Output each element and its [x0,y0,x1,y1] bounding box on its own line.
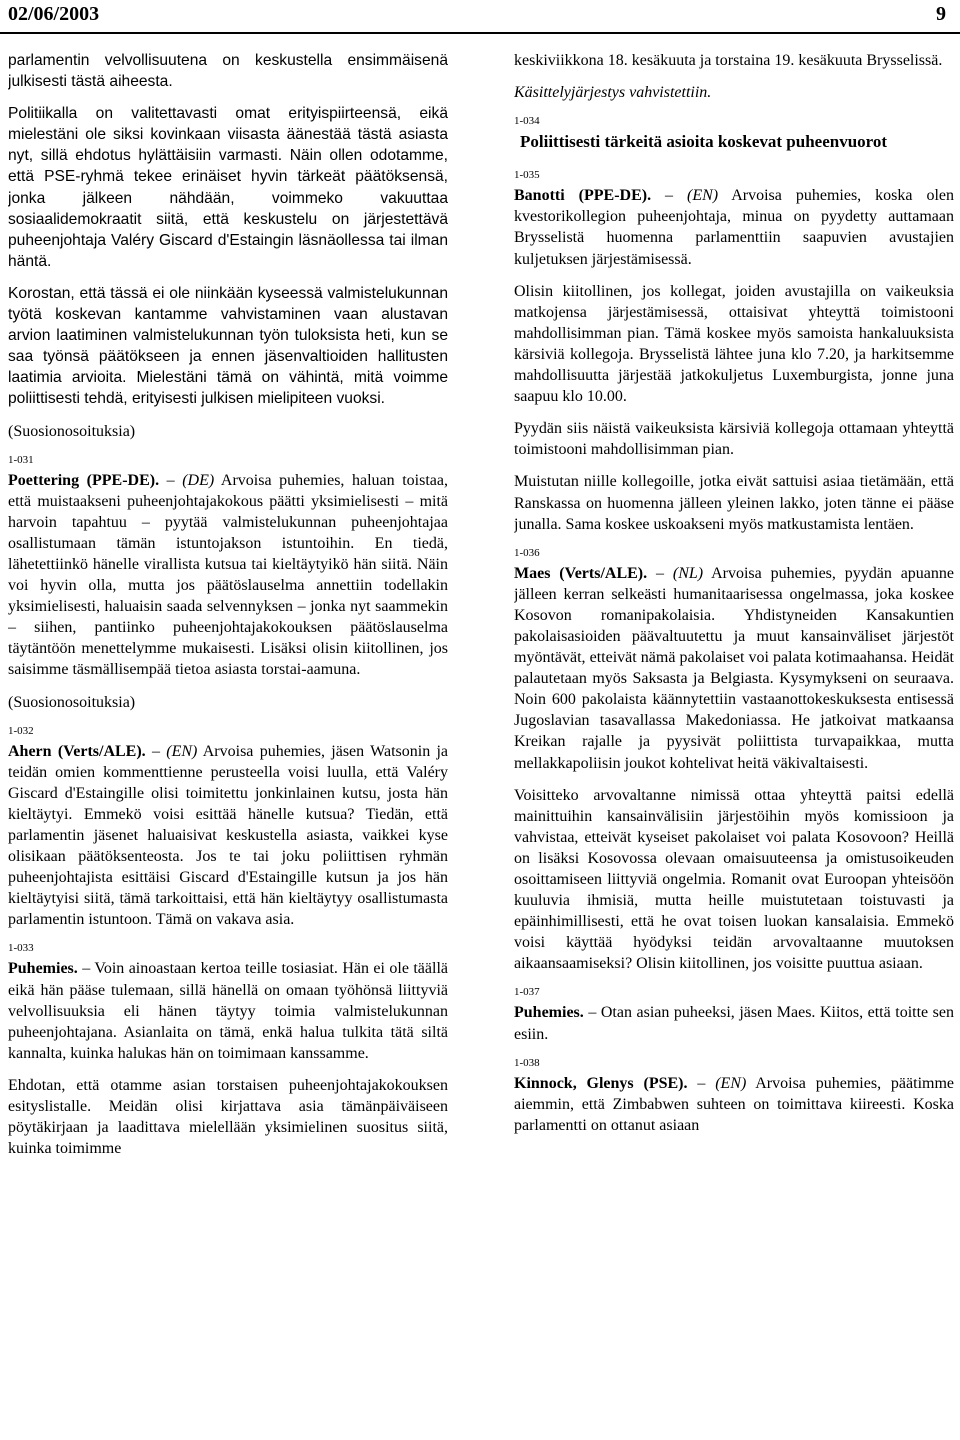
speech-number: 1-038 [514,1056,540,1069]
speech-paragraph [8,958,448,1063]
paragraph: Ehdotan, että otamme asian torstaisen puheenjohtajakokouksen esityslistalle. Meidän olisi kirjattava asia tämänpäiväiseen pöytäkirjaan ja laadittava mielellään yksimielinen suositus siitä, kuinka toimimme [8,1076,448,1158]
paragraph: Muistutan niille kollegoille, jotka eivät sattuisi asiaa tietämään, että Ranskassa on huomenna jälleen yleinen lakko, joten tänne ei pääse junalla. Sama koskee uskoakseni myös matkustamista lentäen. [514,473,954,533]
speaker-name: Maes (Verts/ALE). [514,564,648,582]
speech-dash: – [159,471,183,489]
agenda-note: Käsittelyjärjestys vahvistettiin. [514,84,712,102]
language-tag: (EN) [687,187,719,205]
speech-number: 1-036 [514,546,540,559]
speech-dash: – [145,742,167,760]
speech-dash: – [651,187,688,205]
header-date: 02/06/2003 [8,3,100,25]
speaker-name: Poettering (PPE-DE). [8,471,160,489]
speech-paragraph [8,470,448,681]
left-column [8,50,448,1440]
paragraph: Olisin kiitollinen, jos kollegat, joiden avustajilla on vaikeuksia matkojensa järjestämisessä, ottaisivat yhteyttä toimistooni mahdollisimman pian. Tämä koskee myös samoista hankaluuksista kärsiviä kollegoja. Brysselistä lähtee juna klo 7.20, ja harkitsemme mahdollisuutta järjestää jatkokuljetus Luxemburgista, jonne juna saapuu klo 10.00. [514,282,954,406]
paragraph: Voisitteko arvovaltanne nimissä ottaa yhteyttä paitsi edellä mainittuihin kansainvälisiin järjestöihin myös komissioon ja vahvistaa, etteivät kyseiset pakolaiset voi palata Kosovoon? Heillä on lisäksi Kosovossa olevaan omaisuuteensa ja omistusoikeuden osoittamiseen liittyviä ongelmia. Romanit ovat Euroopan yhteisöön kuuluvia ihmisiä, mutta heille muistutetaan toistuvasti ja epäinhimillisesti, että he ovat toisen luokan kansalaisia. Emmekö voisi käyttää hyödyksi teidän arvovaltaanne muutoksen aikaansaamiseksi? Olisin kiitollinen, jos voisitte puuttua asiaan. [514,786,954,973]
speech-number: 1-032 [8,724,34,737]
speech-dash: – [687,1074,716,1092]
speech-text: Arvoisa puhemies, pyydän apuanne jälleen kerran selkeästi humanitaarisessa ongelmassa, joka koskee Kosovon romanipakolaisia. Yhdistyneiden Kansakuntien pakolaisasioiden päävaltuutettu ja muut kansainväliset järjestöt myöntävät, etteivät nämä pakolaiset voi palata kotimaahansa. Heidät palautetaan myös Saksasta ja Belgiasta. Kysymykseni on seuraava. Noin 600 pakolaista käännytettiin vastaanottokeskuksesta entisessä Jugoslavian tasavallassa Makedoniassa. He jatkoivat matkaansa Kreikan rajalle ja pyysivät poliittista turvapaikkaa, mutta mellakkapoliisin joukot kohtelivat heitä väkivaltaisesti. [514,564,954,772]
speech-text: Voin ainoastaan kertoa teille tosiasiat. Hän ei ole täällä eikä hän pääse tulemaan, sillä hänellä on omaan työhönsä liittyviä velvollisuuksia eli hänen täytyy toimia valmistelukunnan puheenjohtajana. Asianlaita on tämä, enkä halua tulkita tätä siltä kannalta, kuinka halukas hän on toimimaan kanssamme. [8,960,448,1062]
language-tag: (DE) [182,471,215,489]
applause-note: (Suosionosoituksia) [8,422,136,440]
speech-number: 1-035 [514,169,540,182]
speech-text: Arvoisa puhemies, haluan toistaa, että muistaakseni puheenjohtajakokous päätti yksimielisesti – mitä harvoin tapahtuu – pyytää valmistelukunnan puheenjohtajaa osallistumaan tämän istuntojakson istuntoihin. En tiedä, lähetettiinkö hänelle virallista kutsua tai kieltäytyikö hän siitä. Näin voi hyvin olla, mutta jos päätöslauselma annettiin todellakin yksimielisesti, haluaisin saada selvennyksen – jonka nyt saammekin – siihen, pantiinko puheenjohtajakokouksen päätöslauselma täytäntöön menettelymme mukaisesti. Lisäksi olisin kiitollinen, jos saisimme täsmällisempää tietoa asiasta torstai-aamuna. [8,471,448,679]
speech-paragraph [514,563,954,774]
speaker-name: Banotti (PPE-DE). [514,187,652,205]
speech-number: 1-031 [8,453,34,466]
speech-paragraph [8,741,448,931]
language-tag: (NL) [672,564,704,582]
language-tag: (EN) [166,742,198,760]
speech-dash: – [583,1004,601,1022]
speech-text: Otan asian puheeksi, jäsen Maes. Kiitos, että toitte sen esiin. [514,1004,954,1043]
speech-number: 1-033 [8,942,34,955]
speech-dash: – [647,564,673,582]
speech-dash: – [77,960,95,978]
paragraph: parlamentin velvollisuutena on keskustella ensimmäisenä julkisesti tästä aiheesta. [8,52,448,91]
speech-text: Arvoisa puhemies, päätimme aiemmin, että Zimbabwen suhteen on toimittava kiireesti. Koska parlamentti on ottanut asiaan [514,1074,954,1134]
speaker-name: Puhemies. [8,960,78,978]
speaker-name: Ahern (Verts/ALE). [8,742,146,760]
speech-number: 1-037 [514,986,540,999]
speech-text: Arvoisa puhemies, koska olen kvestorikollegion puheenjohtaja, minua on pyydetty auttamaan Brysselistä huomenna parlamenttiin saapuvien avustajien kuljetuksen järjestämisessä. [514,187,954,268]
speaker-name: Kinnock, Glenys (PSE). [514,1074,688,1092]
speech-number: 1-034 [514,115,540,128]
page-header [0,0,960,34]
language-tag: (EN) [715,1074,747,1092]
paragraph: Politiikalla on valitettavasti omat erityispiirteensä, eikä mielestäni ole siksi kovinkaan viisasta äänestää tästä asiasta nyt, sillä ehdotus hylättäisiin varmasti. Näin ollen odotamme, että PSE-ryhmä tekee erinäiset hyvin tärkeät päätöksensä, jonka jälkeen nähdään, voimmeko vakuuttaa sosiaalidemokraatit siitä, että keskustelu on järjestettävä puheenjohtaja Valéry Giscard d'Estaingin läsnäollessa tai ilman häntä. [8,105,448,270]
right-column [514,50,954,1440]
page-number: 9 [936,3,946,25]
speech-paragraph [514,1002,954,1044]
paragraph: keskiviikkona 18. kesäkuuta ja torstaina 19. kesäkuuta Brysselissä. [514,52,943,69]
section-heading: Poliittisesti tärkeitä asioita koskevat puheenvuorot [520,132,888,152]
speech-text: Arvoisa puhemies, jäsen Watsonin ja teidän omien kommenttienne perusteella voisi luulla, että Valéry Giscard d'Estaingille olisi toimitettu jonkinlainen kutsu, josta hän kieltäytyi. Emmekö voisi esittää hänelle kutsua? Tiedän, että parlamentin jäsenet haluaisivat keskustella asiasta, vaikkei kyse olisikaan päätöksenteosta. Jos te tai joku poliittisen ryhmän puheenjohtajista esittäisi Giscard d'Estaingille kutsun ja jos hän kieltäytyisi siitä, tämä tarkoittaisi, että hän kieltäytyy osallistumasta parlamentin istuntoon. Tämä on vakava asia. [8,742,448,929]
paragraph: Korostan, että tässä ei ole niinkään kyseessä valmistelukunnan työtä koskevan kantamme vahvistaminen vaan alustavan arvion laatiminen valmistelukunnan työn tuloksista heti, kun se saa työnsä päätökseen ja ennen jäsenvaltioiden hallitusten laatimia arvioita. Mielestäni tämä on vähintä, mitä voimme poliittisesti tehdä, erityisesti julkisen mielipiteen vuoksi. [8,284,448,408]
speech-paragraph [514,1073,954,1136]
applause-note: (Suosionosoituksia) [8,693,136,711]
speaker-name: Puhemies. [514,1004,584,1022]
speech-paragraph [514,185,954,269]
paragraph: Pyydän siis näistä vaikeuksista kärsiviä kollegoja ottamaan yhteyttä toimistooni mahdollisimman pian. [514,420,954,459]
